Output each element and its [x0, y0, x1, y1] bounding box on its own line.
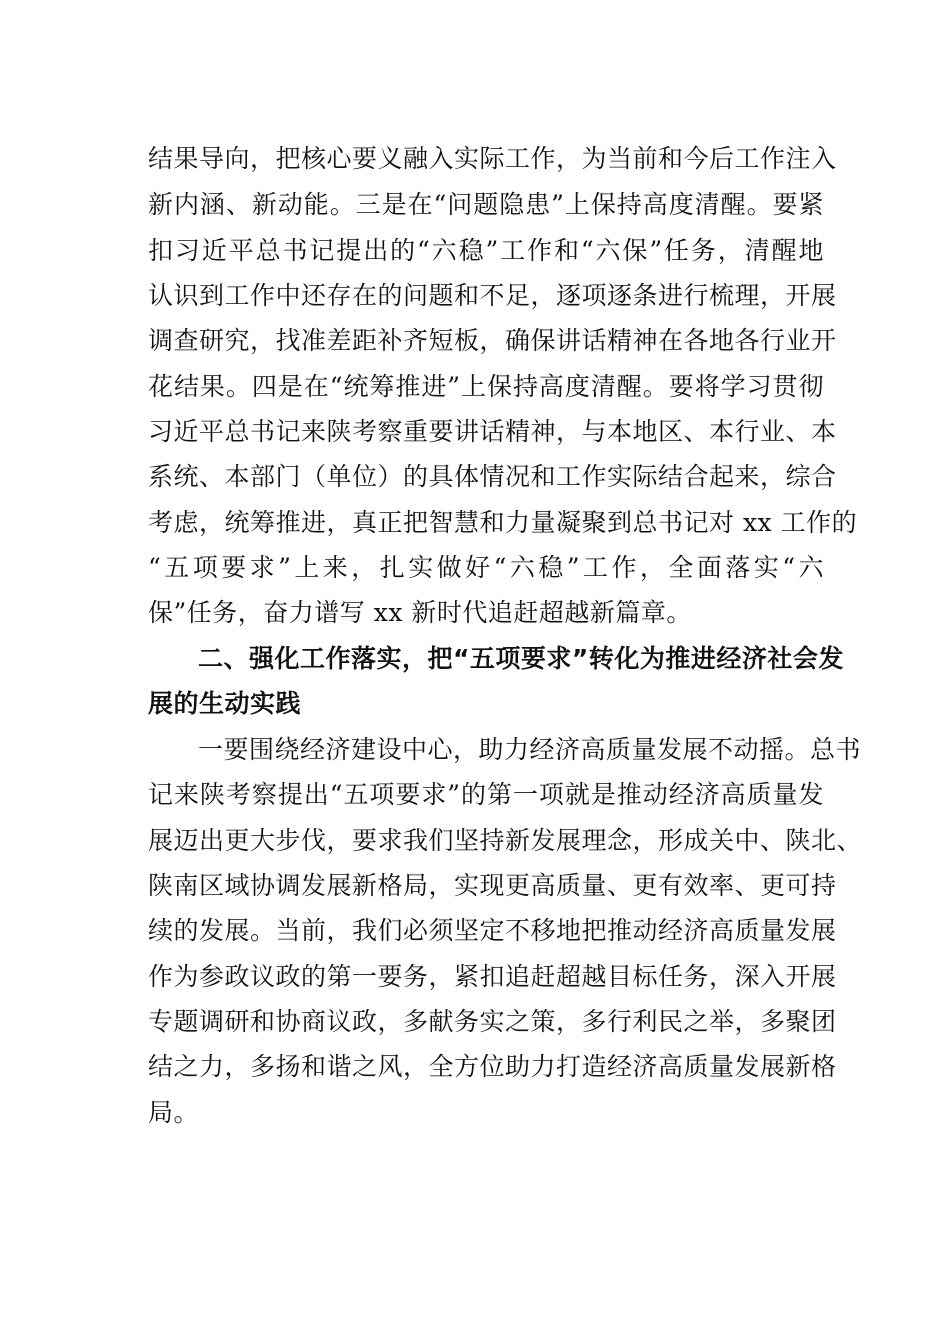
text-line: 保”任务，奋力谱写 xx 新时代追赶超越新篇章。: [148, 598, 692, 627]
text-line: 作为参政议政的第一要务，紧扣追赶超越目标任务，深入开展: [148, 962, 837, 991]
text-line: 结果导向，把核心要义融入实际工作，为当前和今后工作注入: [148, 144, 837, 173]
heading-line: 展的生动实践: [148, 689, 302, 718]
text-line: 陕南区域协调发展新格局，实现更高质量、更有效率、更可持: [148, 871, 837, 900]
text-line: 专题调研和协商议政，多献务实之策，多行利民之举，多聚团: [148, 1007, 837, 1036]
text-line: 扣习近平总书记提出的“六稳”工作和“六保”任务，清醒地: [148, 236, 824, 265]
text-line: 系统、本部门（单位）的具体情况和工作实际结合起来，综合: [148, 462, 837, 491]
text-line: 记来陕考察提出“五项要求”的第一项就是推动经济高质量发: [148, 780, 824, 809]
heading-line: 二、强化工作落实，把“五项要求”转化为推进经济社会发: [198, 644, 844, 673]
text-line: 习近平总书记来陕考察重要讲话精神，与本地区、本行业、本: [148, 417, 837, 446]
text-line: 新内涵、新动能。三是在“问题隐患”上保持高度清醒。要紧: [148, 190, 824, 219]
text-line: 花结果。四是在“统筹推进”上保持高度清醒。要将学习贯彻: [148, 372, 824, 401]
text-line: 续的发展。当前，我们必须坚定不移地把推动经济高质量发展: [148, 916, 837, 945]
text-line: 认识到工作中还存在的问题和不足，逐项逐条进行梳理，开展: [148, 281, 837, 310]
text-line: 结之力，多扬和谐之风，全方位助力打造经济高质量发展新格: [148, 1052, 837, 1081]
text-line: 局。: [148, 1098, 200, 1127]
text-line: 考虑，统筹推进，真正把智慧和力量凝聚到总书记对 xx 工作的: [148, 508, 858, 537]
text-line: 调查研究，找准差距补齐短板，确保讲话精神在各地各行业开: [148, 326, 837, 355]
text-line: 展迈出更大步伐，要求我们坚持新发展理念，形成关中、陕北、: [148, 826, 863, 855]
text-line: “五项要求”上来，扎实做好“六稳”工作，全面落实“六: [148, 553, 824, 582]
text-line: 一要围绕经济建设中心，助力经济高质量发展不动摇。总书: [198, 735, 862, 764]
